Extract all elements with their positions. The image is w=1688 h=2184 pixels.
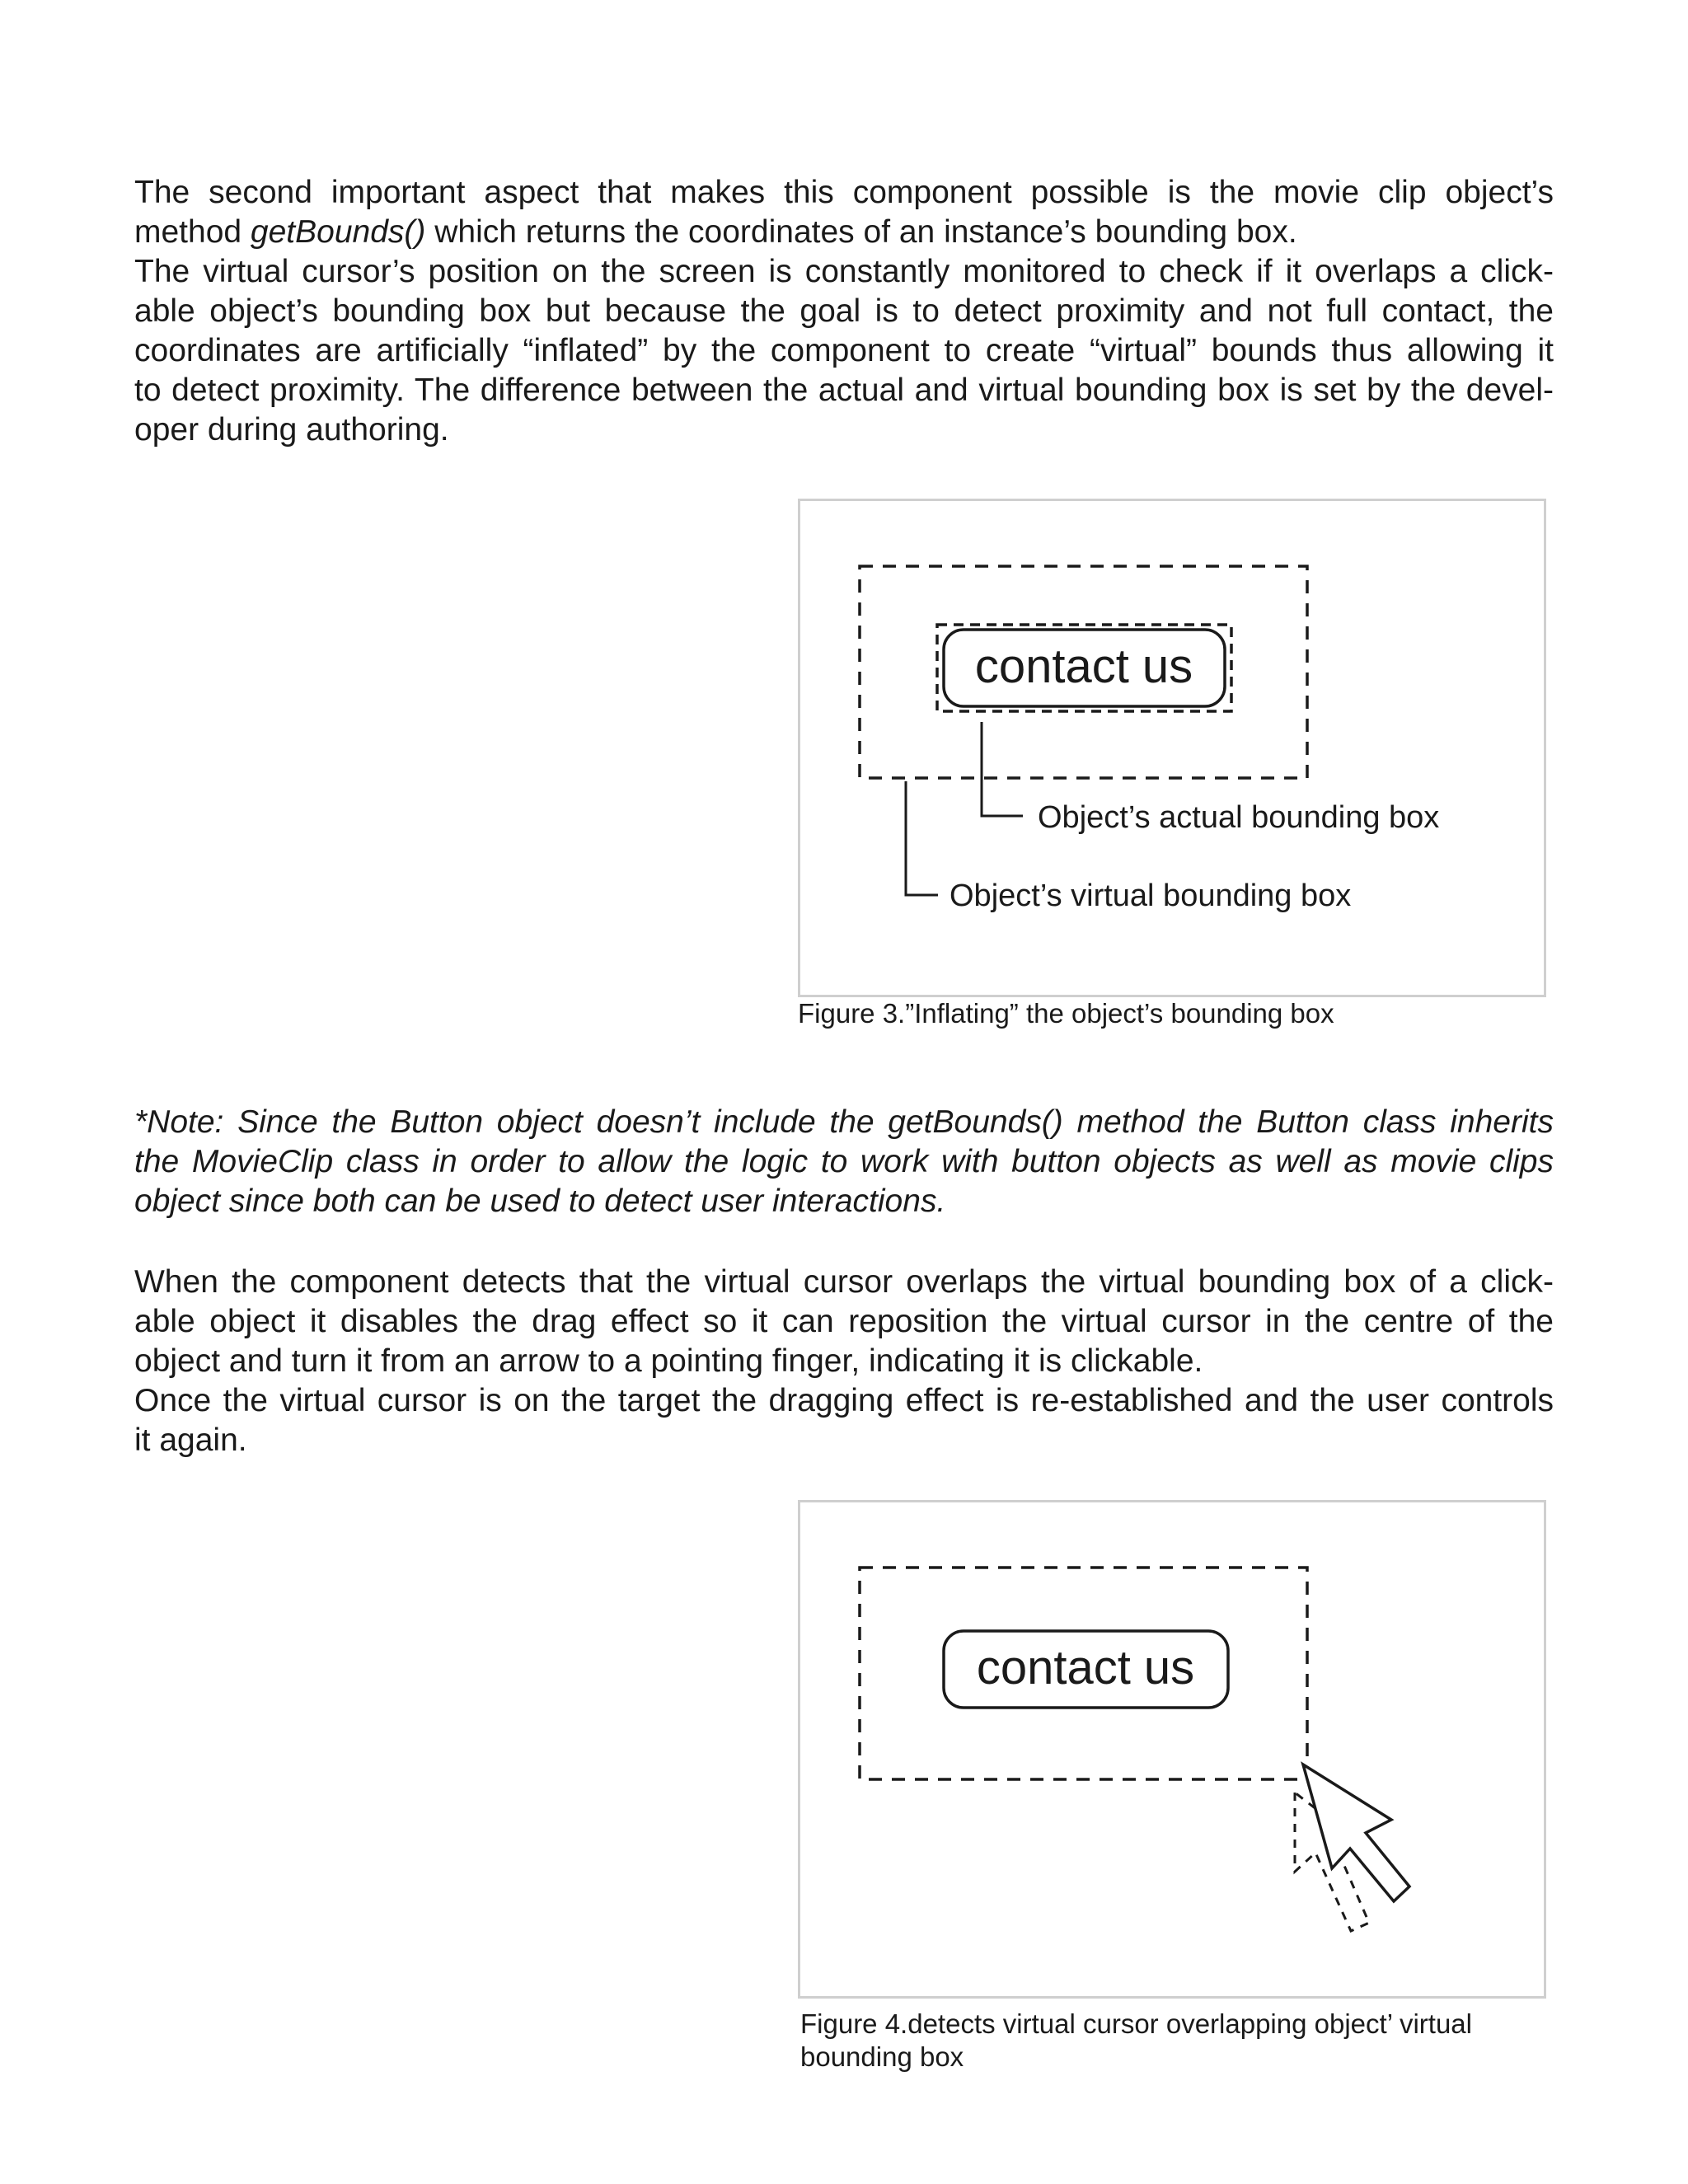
contact-us-button-label: contact us: [976, 1641, 1195, 1694]
text-line: method getBounds() which returns the coordinates of an instance’s bounding box.: [134, 214, 1297, 250]
note-paragraph: [134, 1103, 1554, 1221]
figure-3-diagram: [800, 501, 1544, 995]
text-line: Once the virtual cursor is on the target the dragging effect is re-established and the user controls: [134, 1383, 1554, 1418]
text-line: able object’s bounding box but because the goal is to detect proximity and not full contact, the: [134, 293, 1554, 329]
text-line: the MovieClip class in order to allow the logic to work with button objects as well as movie clips: [134, 1144, 1554, 1179]
text-line: object since both can be used to detect user interactions.: [134, 1183, 946, 1219]
paragraph-detection: [134, 1263, 1554, 1381]
text-line: to detect proximity. The difference between the actual and virtual bounding box is set by the devel-: [134, 373, 1554, 408]
figure-3-panel: [798, 499, 1546, 997]
figure-4-diagram: [800, 1502, 1544, 1996]
paragraph-virtual-cursor: [134, 252, 1554, 450]
caption-line: Figure 4.detects virtual cursor overlapping object’ virtual: [800, 2008, 1472, 2039]
text-line: coordinates are artificially “inflated” by the component to create “virtual” bounds thus allowing it: [134, 333, 1554, 368]
paragraph-getbounds: [134, 173, 1554, 252]
figure-4-panel: [798, 1500, 1546, 1999]
actual-leader-line: [982, 722, 1023, 816]
text-line: *Note: Since the Button object doesn’t include the getBounds() method the Button class inherits: [134, 1104, 1554, 1140]
text-line: oper during authoring.: [134, 412, 449, 448]
figure-4-caption: [800, 2008, 1472, 2074]
virtual-leader-line: [906, 781, 938, 895]
actual-bounding-box-label: Object’s actual bounding box: [1038, 800, 1440, 835]
text-line: The second important aspect that makes this component possible is the movie clip object’s: [134, 175, 1554, 210]
paragraph-reestablished: [134, 1381, 1554, 1460]
text-line: The virtual cursor’s position on the screen is constantly monitored to check if it overlaps a click-: [134, 254, 1554, 289]
method-name: getBounds(): [250, 214, 426, 250]
caption-line: bounding box: [800, 2041, 964, 2072]
virtual-bounding-box-label: Object’s virtual bounding box: [950, 879, 1352, 913]
arrow-cursor-icon: [1303, 1765, 1409, 1901]
text-line: it again.: [134, 1422, 247, 1458]
text-line: able object it disables the drag effect so it can reposition the virtual cursor in the centre of the: [134, 1304, 1554, 1339]
figure-3-caption: Figure 3.”Inflating” the object’s bounding box: [798, 998, 1334, 1029]
text-line: object and turn it from an arrow to a pointing finger, indicating it is clickable.: [134, 1343, 1203, 1379]
contact-us-button-label: contact us: [974, 640, 1193, 693]
text-line: When the component detects that the virtual cursor overlaps the virtual bounding box of a click-: [134, 1264, 1554, 1300]
